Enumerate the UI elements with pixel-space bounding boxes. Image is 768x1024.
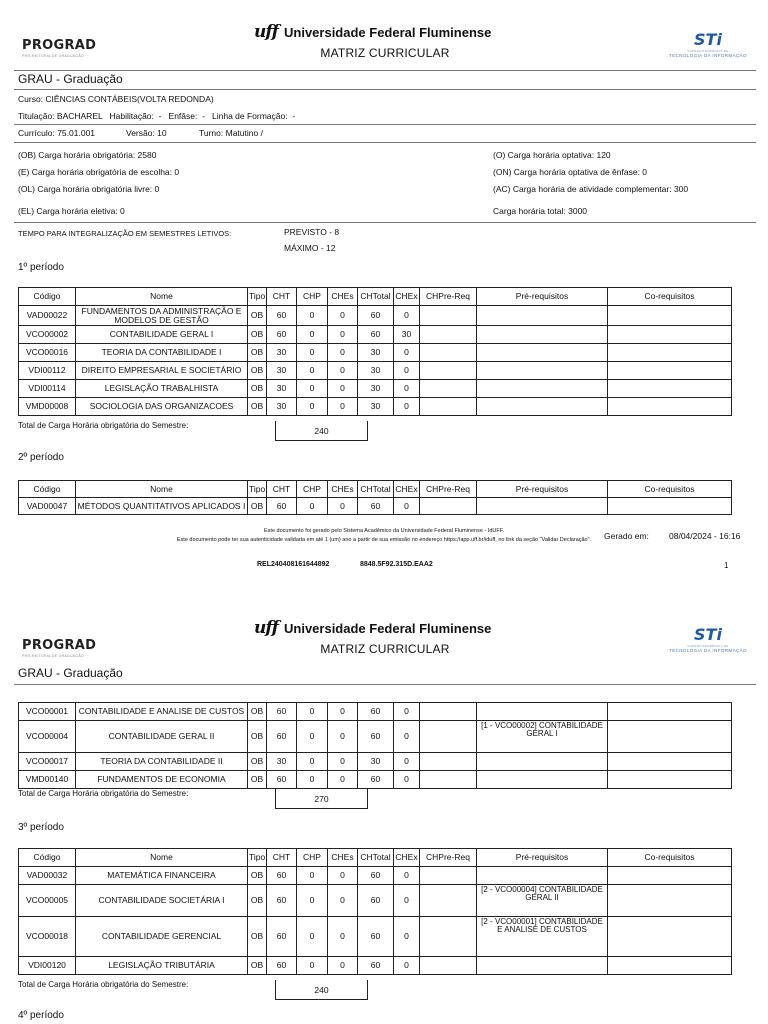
cell-coreq [608, 498, 732, 515]
cell-chtotal: 60 [358, 771, 394, 789]
table-row [19, 380, 732, 398]
column-header-code: Código [19, 481, 76, 498]
periodo-3-total: 240 [275, 980, 368, 1000]
cell-ches: 0 [328, 362, 358, 380]
total-label: Total de Carga Horária obrigatória do Semestre: [18, 789, 189, 798]
cell-cht: 60 [267, 867, 297, 885]
cell-name: LEGISLAÇÃO TRIBUTÁRIA [76, 957, 248, 975]
column-header-code: Código [19, 849, 76, 867]
cell-name: CONTABILIDADE SOCIETÁRIA I [76, 885, 248, 917]
cell-chp: 0 [297, 362, 328, 380]
cell-code: VAD00022 [19, 306, 76, 326]
column-header-chp: CHP [297, 849, 328, 867]
periodo-2-total: 270 [275, 789, 368, 809]
cell-coreq [608, 703, 732, 721]
cell-tipo: OB [248, 885, 267, 917]
divider [14, 70, 756, 71]
cell-tipo: OB [248, 326, 267, 344]
cell-name: LEGISLAÇÃO TRABALHISTA [76, 380, 248, 398]
versao: Versão: 10 [126, 128, 167, 138]
cell-chp: 0 [297, 326, 328, 344]
cell-code: VAD00047 [19, 498, 76, 515]
divider [14, 124, 756, 125]
cell-code: VMD00140 [19, 771, 76, 789]
cell-tipo: OB [248, 306, 267, 326]
divider [14, 142, 756, 143]
cell-tipo: OB [248, 344, 267, 362]
cell-ches: 0 [328, 380, 358, 398]
cell-prereq [477, 867, 608, 885]
cell-cht: 60 [267, 306, 297, 326]
cell-chprereq [420, 362, 477, 380]
divider [14, 222, 756, 223]
cell-chprereq [420, 885, 477, 917]
cell-ches: 0 [328, 398, 358, 416]
cell-chp: 0 [297, 885, 328, 917]
carga-total: Carga horária total: 3000 [493, 206, 588, 216]
cell-coreq [608, 867, 732, 885]
cell-name: CONTABILIDADE GERAL I [76, 326, 248, 344]
cell-code: VDI00114 [19, 380, 76, 398]
cell-cht: 60 [267, 326, 297, 344]
cell-cht: 60 [267, 703, 297, 721]
cell-code: VAD00032 [19, 867, 76, 885]
cell-chtotal: 60 [358, 885, 394, 917]
carga-ob: (OB) Carga horária obrigatória: 2580 [18, 150, 157, 160]
cell-code: VDI00112 [19, 362, 76, 380]
column-header-chprereq: CHPre-Req [420, 288, 477, 306]
cell-tipo: OB [248, 380, 267, 398]
periodo-4-title: 4º período [18, 1010, 64, 1021]
grau-title: GRAU - Graduação [18, 72, 123, 86]
cell-coreq [608, 398, 732, 416]
cell-chtotal: 30 [358, 753, 394, 771]
column-header-chp: CHP [297, 288, 328, 306]
total-label: Total de Carga Horária obrigatória do Semestre: [18, 421, 189, 430]
cell-prereq [477, 380, 608, 398]
tempo-previsto: PREVISTO - 8 [284, 227, 340, 237]
cell-chtotal: 60 [358, 721, 394, 753]
cell-tipo: OB [248, 721, 267, 753]
cell-ches: 0 [328, 721, 358, 753]
cell-chp: 0 [297, 753, 328, 771]
carga-on: (ON) Carga horária optativa de ênfase: 0 [493, 167, 648, 177]
cell-prereq [477, 957, 608, 975]
carga-el: (EL) Carga horária eletiva: 0 [18, 206, 125, 216]
doc-title: MATRIZ CURRICULAR [320, 46, 450, 60]
column-header-tipo: Tipo [248, 849, 267, 867]
cell-chtotal: 30 [358, 362, 394, 380]
cell-cht: 30 [267, 344, 297, 362]
column-header-name: Nome [76, 481, 248, 498]
cell-name: CONTABILIDADE E ANALISE DE CUSTOS [76, 703, 248, 721]
cell-chprereq [420, 867, 477, 885]
periodo-3-title: 3º período [18, 822, 64, 833]
cell-name: CONTABILIDADE GERAL II [76, 721, 248, 753]
doc-title: MATRIZ CURRICULAR [320, 642, 450, 656]
cell-name: SOCIOLOGIA DAS ORGANIZACOES [76, 398, 248, 416]
cell-cht: 60 [267, 498, 297, 515]
cell-chp: 0 [297, 721, 328, 753]
table-row [19, 885, 732, 917]
cell-tipo: OB [248, 498, 267, 515]
grau-title: GRAU - Graduação [18, 666, 123, 680]
curso: Curso: CIÊNCIAS CONTÁBEIS(VOLTA REDONDA) [18, 94, 214, 104]
table-row [19, 917, 732, 957]
prograd-logo: PROGRAD PRÓ-REITORIA DE GRADUAÇÃO [22, 38, 97, 58]
periodo-1-total: 240 [275, 421, 368, 441]
table-header-row [19, 288, 732, 306]
cell-name: FUNDAMENTOS DE ECONOMIA [76, 771, 248, 789]
cell-chp: 0 [297, 917, 328, 957]
cell-cht: 60 [267, 957, 297, 975]
column-header-chtotal: CHTotal [358, 849, 394, 867]
gerado-label: Gerado em: [604, 531, 649, 541]
cell-prereq: [2 - VCO00001] CONTABILIDADE E ANALISE DE CUSTOS [477, 917, 608, 957]
cell-chp: 0 [297, 380, 328, 398]
cell-chex: 0 [394, 957, 420, 975]
cell-chprereq [420, 380, 477, 398]
turno: Turno: Matutino / [199, 128, 263, 138]
cell-chp: 0 [297, 957, 328, 975]
table-row [19, 344, 732, 362]
page-header [0, 600, 768, 670]
cell-chtotal: 30 [358, 380, 394, 398]
cell-chtotal: 60 [358, 326, 394, 344]
cell-cht: 30 [267, 380, 297, 398]
cell-name: MATEMÁTICA FINANCEIRA [76, 867, 248, 885]
sti-logo: STi SUPERINTENDÊNCIA DE TECNOLOGIA DA INFORMAÇÃO [669, 625, 747, 653]
cell-name: FUNDAMENTOS DA ADMINISTRAÇÃO E MODELOS DE GESTÃO [76, 306, 248, 326]
cell-cht: 30 [267, 362, 297, 380]
table-row [19, 398, 732, 416]
uff-header [254, 618, 524, 656]
cell-chprereq [420, 753, 477, 771]
carga-ol: (OL) Carga horária obrigatória livre: 0 [18, 184, 160, 194]
column-header-coreq: Co-requisitos [608, 849, 732, 867]
cell-chp: 0 [297, 771, 328, 789]
page-header [0, 0, 768, 70]
cell-coreq [608, 306, 732, 326]
cell-chtotal: 60 [358, 917, 394, 957]
report-code: REL240408161644892 [257, 561, 330, 568]
cell-ches: 0 [328, 753, 358, 771]
cell-code: VCO00018 [19, 917, 76, 957]
cell-code: VCO00004 [19, 721, 76, 753]
university-name: Universidade Federal Fluminense [284, 24, 492, 40]
cell-tipo: OB [248, 957, 267, 975]
cell-tipo: OB [248, 917, 267, 957]
cell-chp: 0 [297, 306, 328, 326]
cell-ches: 0 [328, 326, 358, 344]
cell-chprereq [420, 771, 477, 789]
table-header-row [19, 849, 732, 867]
table-row [19, 326, 732, 344]
footer-line-1: Este documento foi gerado pelo Sistema Acadêmico da Universidade Federal Fluminense - IdUFF. [264, 528, 504, 534]
column-header-chprereq: CHPre-Req [420, 481, 477, 498]
cell-prereq [477, 306, 608, 326]
cell-chex: 0 [394, 380, 420, 398]
cell-chp: 0 [297, 867, 328, 885]
cell-prereq: [1 - VCO00002] CONTABILIDADE GERAL I [477, 721, 608, 753]
column-header-ches: CHEs [328, 849, 358, 867]
column-header-chtotal: CHTotal [358, 288, 394, 306]
cell-chtotal: 60 [358, 867, 394, 885]
cell-chtotal: 60 [358, 306, 394, 326]
column-header-tipo: Tipo [248, 288, 267, 306]
cell-tipo: OB [248, 398, 267, 416]
cell-chtotal: 30 [358, 398, 394, 416]
column-header-ches: CHEs [328, 288, 358, 306]
cell-tipo: OB [248, 771, 267, 789]
column-header-ches: CHEs [328, 481, 358, 498]
cell-prereq [477, 398, 608, 416]
column-header-prereq: Pré-requisitos [477, 288, 608, 306]
cell-cht: 60 [267, 885, 297, 917]
cell-cht: 30 [267, 398, 297, 416]
cell-chtotal: 60 [358, 703, 394, 721]
cell-chprereq [420, 703, 477, 721]
cell-chex: 0 [394, 753, 420, 771]
cell-chprereq [420, 326, 477, 344]
column-header-cht: CHT [267, 849, 297, 867]
cell-chprereq [420, 721, 477, 753]
cell-name: TEORIA DA CONTABILIDADE I [76, 344, 248, 362]
table-row [19, 771, 732, 789]
cell-coreq [608, 721, 732, 753]
table-row [19, 721, 732, 753]
column-header-chex: CHEx [394, 481, 420, 498]
cell-chtotal: 60 [358, 957, 394, 975]
cell-tipo: OB [248, 362, 267, 380]
cell-chprereq [420, 498, 477, 515]
column-header-chprereq: CHPre-Req [420, 849, 477, 867]
cell-tipo: OB [248, 703, 267, 721]
periodo-2-title: 2º período [18, 452, 64, 463]
cell-chex: 0 [394, 362, 420, 380]
cell-coreq [608, 917, 732, 957]
total-label: Total de Carga Horária obrigatória do Semestre: [18, 980, 189, 989]
cell-coreq [608, 326, 732, 344]
cell-ches: 0 [328, 957, 358, 975]
cell-chex: 0 [394, 703, 420, 721]
cell-prereq [477, 362, 608, 380]
cell-ches: 0 [328, 917, 358, 957]
cell-code: VMD00008 [19, 398, 76, 416]
cell-name: DIREITO EMPRESARIAL E SOCIETÁRIO [76, 362, 248, 380]
cell-chex: 0 [394, 721, 420, 753]
gerado-value: 08/04/2024 - 16:16 [669, 531, 741, 541]
cell-chp: 0 [297, 703, 328, 721]
column-header-chex: CHEx [394, 288, 420, 306]
cell-chp: 0 [297, 344, 328, 362]
cell-code: VCO00017 [19, 753, 76, 771]
cell-cht: 60 [267, 721, 297, 753]
cell-chex: 0 [394, 917, 420, 957]
titulacao: Titulação: BACHAREL Habilitação: - Enfâse: - Linha de Formação: - [18, 111, 296, 121]
table-header-row [19, 481, 732, 498]
divider [14, 684, 756, 685]
cell-coreq [608, 362, 732, 380]
uff-logo: uff [254, 22, 278, 42]
report-hash: 8848.5F92.315D.EAA2 [360, 561, 433, 568]
cell-ches: 0 [328, 344, 358, 362]
column-header-tipo: Tipo [248, 481, 267, 498]
cell-tipo: OB [248, 867, 267, 885]
periodo-1-title: 1º período [18, 262, 64, 273]
cell-chex: 0 [394, 306, 420, 326]
column-header-name: Nome [76, 849, 248, 867]
column-header-name: Nome [76, 288, 248, 306]
cell-coreq [608, 885, 732, 917]
cell-ches: 0 [328, 867, 358, 885]
cell-chex: 0 [394, 867, 420, 885]
cell-chtotal: 30 [358, 344, 394, 362]
carga-e: (E) Carga horária obrigatória de escolha: 0 [18, 167, 180, 177]
cell-chex: 0 [394, 344, 420, 362]
table-row [19, 703, 732, 721]
cell-coreq [608, 753, 732, 771]
cell-name: CONTABILIDADE GERENCIAL [76, 917, 248, 957]
column-header-chtotal: CHTotal [358, 481, 394, 498]
carga-ac: (AC) Carga horária de atividade complementar: 300 [493, 184, 689, 194]
cell-chprereq [420, 957, 477, 975]
cell-coreq [608, 380, 732, 398]
cell-ches: 0 [328, 306, 358, 326]
cell-coreq [608, 344, 732, 362]
sti-logo: STi SUPERINTENDÊNCIA DE TECNOLOGIA DA INFORMAÇÃO [669, 30, 747, 58]
cell-prereq [477, 703, 608, 721]
cell-coreq [608, 771, 732, 789]
cell-chtotal: 60 [358, 498, 394, 515]
column-header-chex: CHEx [394, 849, 420, 867]
column-header-code: Código [19, 288, 76, 306]
column-header-chp: CHP [297, 481, 328, 498]
cell-ches: 0 [328, 885, 358, 917]
cell-code: VCO00002 [19, 326, 76, 344]
tempo-label: TEMPO PARA INTEGRALIZAÇÃO EM SEMESTRES LETIVOS: [18, 229, 232, 238]
cell-tipo: OB [248, 753, 267, 771]
table-row [19, 867, 732, 885]
table-row [19, 957, 732, 975]
cell-cht: 60 [267, 917, 297, 957]
cell-coreq [608, 957, 732, 975]
cell-name: MÉTODOS QUANTITATIVOS APLICADOS I [76, 498, 248, 515]
cell-chex: 0 [394, 885, 420, 917]
cell-prereq [477, 344, 608, 362]
cell-code: VDI00120 [19, 957, 76, 975]
cell-name: TEORIA DA CONTABILIDADE II [76, 753, 248, 771]
curriculo: Currículo: 75.01.001 [18, 128, 96, 138]
column-header-cht: CHT [267, 288, 297, 306]
periodo-2-table-part2 [18, 702, 732, 789]
page-number: 1 [724, 561, 729, 570]
cell-chex: 0 [394, 498, 420, 515]
table-row [19, 362, 732, 380]
cell-ches: 0 [328, 498, 358, 515]
cell-chprereq [420, 917, 477, 957]
carga-o: (O) Carga horária optativa: 120 [493, 150, 611, 160]
cell-cht: 30 [267, 753, 297, 771]
column-header-prereq: Pré-requisitos [477, 481, 608, 498]
table-row [19, 306, 732, 326]
cell-code: VCO00005 [19, 885, 76, 917]
cell-chp: 0 [297, 498, 328, 515]
column-header-cht: CHT [267, 481, 297, 498]
column-header-coreq: Co-requisitos [608, 288, 732, 306]
cell-chex: 30 [394, 326, 420, 344]
column-header-coreq: Co-requisitos [608, 481, 732, 498]
cell-prereq: [2 - VCO00004] CONTABILIDADE GERAL II [477, 885, 608, 917]
periodo-2-table-part1 [18, 480, 732, 515]
tempo-maximo: MÁXIMO - 12 [284, 243, 336, 253]
cell-chprereq [420, 306, 477, 326]
cell-chex: 0 [394, 398, 420, 416]
cell-chp: 0 [297, 398, 328, 416]
cell-cht: 60 [267, 771, 297, 789]
cell-chprereq [420, 398, 477, 416]
divider [14, 89, 756, 90]
cell-prereq [477, 771, 608, 789]
uff-header [254, 22, 524, 60]
cell-prereq [477, 326, 608, 344]
cell-ches: 0 [328, 771, 358, 789]
cell-ches: 0 [328, 703, 358, 721]
periodo-1-table [18, 287, 732, 416]
cell-prereq [477, 753, 608, 771]
footer-line-2: Este documento pode ter sua autenticidade validada em até 1 (um) ano a partir de sua emissão no endereço https://app.uff.br/iduff, no link da seção "Validar Declaração". [176, 537, 592, 543]
table-row [19, 498, 732, 515]
cell-code: VCO00016 [19, 344, 76, 362]
document-page-2 [0, 600, 768, 1024]
periodo-3-table [18, 848, 732, 975]
cell-code: VCO00001 [19, 703, 76, 721]
cell-chprereq [420, 344, 477, 362]
table-row [19, 753, 732, 771]
university-name: Universidade Federal Fluminense [284, 620, 492, 636]
prograd-logo: PROGRAD PRÓ-REITORIA DE GRADUAÇÃO [22, 638, 97, 658]
cell-chex: 0 [394, 771, 420, 789]
uff-logo: uff [254, 618, 278, 638]
column-header-prereq: Pré-requisitos [477, 849, 608, 867]
cell-prereq [477, 498, 608, 515]
